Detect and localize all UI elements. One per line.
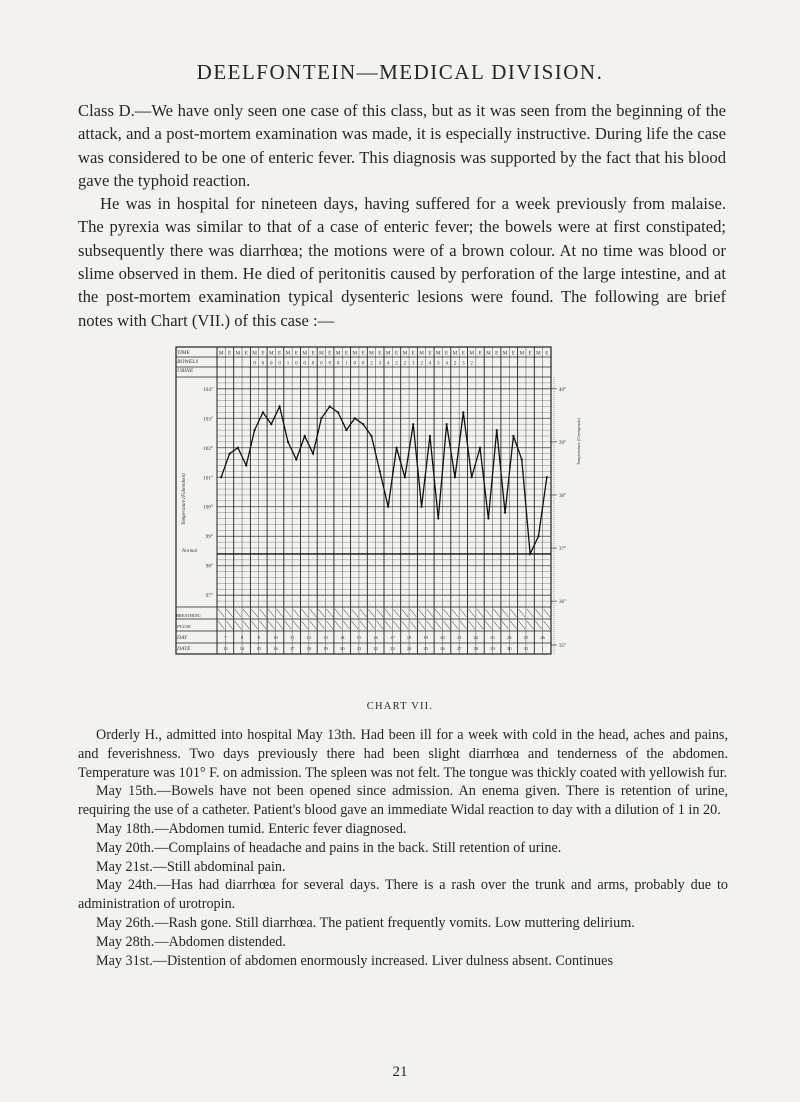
temperature-point	[279, 405, 281, 407]
date-number: 21	[356, 646, 362, 651]
pulse-mark	[527, 621, 533, 629]
centigrade-axis-title: Temperature (Centigrade)	[576, 417, 581, 465]
pulse-mark	[276, 621, 282, 629]
intro-paragraph: Class D.—We have only seen one case of this class, but as it was seen from the beginning of the attack, and a post-mortem examination was made, it is especially instructive. During life the case was considered to be one of enteric fever. This diagnosis was supported by the fact that his blood gave the typhoid reaction.	[78, 101, 726, 190]
pulse-mark	[502, 621, 508, 629]
bowels-value: 0	[261, 361, 265, 367]
bowels-value: 4	[445, 361, 448, 367]
time-row-label: M	[486, 350, 491, 357]
pulse-mark	[310, 621, 316, 629]
date-number: 22	[373, 646, 378, 651]
bowels-value: 1	[345, 361, 348, 367]
page-number: 21	[392, 1064, 408, 1080]
fahrenheit-tick: 98°	[205, 563, 213, 570]
time-row-label: E	[495, 350, 499, 357]
temperature-point	[270, 423, 272, 425]
centigrade-tick: 40°	[559, 387, 566, 393]
day-number: 9	[257, 635, 260, 640]
temperature-point	[496, 429, 498, 431]
date-number: 18	[306, 646, 312, 651]
fahrenheit-tick: 100°	[203, 504, 213, 511]
day-number: 23	[490, 635, 495, 640]
day-number: 12	[306, 635, 312, 640]
centigrade-tick: 38°	[559, 493, 566, 499]
temperature-point	[446, 423, 448, 425]
temperature-point	[454, 476, 456, 478]
temperature-point	[287, 441, 289, 443]
breathing-mark	[418, 609, 424, 617]
temperature-point	[412, 423, 414, 425]
breathing-mark	[544, 609, 550, 617]
breathing-mark	[285, 609, 291, 617]
temperature-point	[379, 470, 381, 472]
day-number: 24	[506, 635, 512, 640]
row-label-time: TIME	[177, 350, 190, 356]
note-paragraph: May 15th.—Bowels have not been opened since admission. An enema given. There is retention of urine, requiring the use of a catheter. Patient's blood gave an immediate Widal reaction to day with a dilution of 1 in 20.	[78, 783, 728, 819]
pulse-mark	[293, 621, 299, 629]
bowels-value: 2	[395, 361, 398, 367]
breathing-mark	[226, 609, 232, 617]
pulse-mark	[410, 621, 416, 629]
pulse-mark	[327, 621, 333, 629]
date-number: 28	[473, 646, 479, 651]
temperature-point	[228, 453, 230, 455]
day-number: 10	[273, 635, 278, 640]
time-row-label: E	[261, 350, 265, 357]
breathing-mark	[385, 609, 391, 617]
temperature-point	[237, 447, 239, 449]
normal-label: Normal	[182, 549, 198, 554]
breathing-mark	[435, 609, 441, 617]
bowels-value: 3	[462, 361, 465, 367]
temperature-point	[462, 411, 464, 413]
bowels-value: 2	[470, 361, 473, 367]
breathing-mark	[377, 609, 383, 617]
breathing-mark	[243, 609, 249, 617]
temperature-point	[521, 458, 523, 460]
time-row-label: M	[252, 350, 257, 357]
temperature-point	[479, 447, 481, 449]
temperature-point	[329, 405, 331, 407]
day-number: 8	[240, 635, 244, 640]
temperature-point	[537, 535, 539, 537]
pulse-mark	[418, 621, 424, 629]
chart-frame	[176, 347, 551, 654]
breathing-mark	[343, 609, 349, 617]
breathing-mark	[302, 609, 308, 617]
date-number: 25	[423, 646, 429, 651]
temperature-point	[420, 506, 422, 508]
temperature-point	[471, 476, 473, 478]
time-row-label: E	[445, 350, 449, 357]
temperature-point	[245, 464, 247, 466]
fahrenheit-tick: 99°	[205, 534, 213, 541]
row-label-day: DAY	[177, 635, 188, 641]
time-row-label: E	[344, 350, 349, 357]
pulse-mark	[510, 621, 516, 629]
bowels-value: 0	[353, 361, 357, 367]
day-number: 25	[523, 635, 529, 640]
time-row-label: E	[528, 350, 532, 357]
time-row-label: E	[478, 350, 482, 357]
pulse-mark	[335, 621, 341, 629]
case-notes	[78, 726, 728, 970]
fahrenheit-tick: 102°	[203, 445, 213, 452]
pulse-mark	[452, 621, 458, 629]
pulse-mark	[243, 621, 249, 629]
breathing-mark	[368, 609, 374, 617]
date-number: 16	[273, 646, 278, 651]
bowels-value: 4	[428, 361, 432, 367]
temperature-point	[320, 417, 322, 419]
note-paragraph: May 26th.—Rash gone. Still diarrhœa. The patient frequently vomits. Low muttering delirium.	[96, 914, 635, 931]
chart-caption: CHART VII.	[366, 701, 434, 712]
time-row-label: E	[294, 350, 298, 357]
day-number: 16	[373, 635, 378, 640]
bowels-value: 0	[303, 361, 306, 367]
time-row-label: E	[244, 350, 248, 357]
day-number: 18	[406, 635, 412, 640]
intro-text	[78, 99, 726, 332]
time-row-label: E	[311, 350, 315, 357]
time-row-label: M	[285, 350, 291, 357]
breathing-mark	[251, 609, 257, 617]
time-row-label: M	[469, 350, 474, 357]
breathing-mark	[494, 609, 500, 617]
pulse-mark	[427, 621, 433, 629]
breathing-mark	[260, 609, 266, 617]
breathing-mark	[276, 609, 282, 617]
temperature-point	[512, 435, 514, 437]
breathing-mark	[469, 609, 475, 617]
pulse-mark	[260, 621, 266, 629]
temperature-point	[387, 506, 389, 508]
breathing-mark	[452, 609, 458, 617]
pulse-mark	[218, 621, 224, 629]
temperature-point	[370, 435, 372, 437]
time-row-label: E	[361, 350, 365, 357]
bowels-value: 2	[370, 361, 373, 367]
pulse-mark	[368, 621, 374, 629]
date-number: 15	[256, 646, 262, 651]
day-number: 13	[323, 635, 328, 640]
time-row-label: E	[227, 350, 232, 357]
pulse-mark	[360, 621, 366, 629]
day-number: 20	[440, 635, 445, 640]
pulse-mark	[268, 621, 274, 629]
bowels-value: 2	[403, 361, 407, 367]
bowels-value: 0	[270, 361, 273, 367]
bowels-value: 2	[420, 361, 423, 367]
temperature-point	[337, 411, 339, 413]
time-row-label: M	[435, 350, 441, 357]
temperature-point	[253, 429, 255, 431]
breathing-mark	[535, 609, 541, 617]
time-row-label: M	[352, 350, 358, 357]
time-row-label: E	[428, 350, 432, 357]
temperature-point	[262, 411, 264, 413]
row-label-bowels: BOWELS	[177, 359, 199, 365]
bowels-value: 0	[328, 361, 331, 367]
pulse-mark	[477, 621, 483, 629]
note-paragraph: May 18th.—Abdomen tumid. Enteric fever diagnosed.	[96, 820, 407, 837]
pulse-mark	[302, 621, 308, 629]
time-row-label: M	[218, 350, 224, 357]
time-row-label: E	[511, 350, 516, 357]
date-number: 19	[323, 646, 328, 651]
temperature-point	[312, 453, 314, 455]
time-row-label: M	[302, 350, 307, 357]
pulse-mark	[519, 621, 525, 629]
time-row-label: M	[235, 350, 241, 357]
temperature-point	[429, 435, 431, 437]
temperature-point	[529, 553, 531, 555]
day-number: 26	[540, 635, 545, 640]
fahrenheit-tick: 104°	[203, 386, 213, 393]
pulse-mark	[285, 621, 291, 629]
pulse-mark	[435, 621, 441, 629]
breathing-mark	[352, 609, 358, 617]
bowels-value: 0	[361, 361, 365, 367]
time-row-label: E	[411, 350, 415, 357]
date-number: 13	[223, 646, 228, 651]
date-number: 26	[440, 646, 445, 651]
temperature-point	[504, 512, 506, 514]
bowels-value: 1	[286, 361, 290, 367]
fahrenheit-tick: 101°	[203, 475, 213, 482]
day-number: 22	[473, 635, 479, 640]
bowels-value: 0	[253, 361, 256, 367]
temperature-point	[546, 476, 548, 478]
day-number: 21	[456, 635, 462, 640]
note-paragraph: May 28th.—Abdomen distended.	[96, 933, 286, 950]
row-label-urine: URINE	[177, 368, 194, 374]
pulse-mark	[377, 621, 383, 629]
breathing-mark	[268, 609, 274, 617]
pulse-mark	[460, 621, 466, 629]
centigrade-tick: 36°	[559, 600, 566, 606]
bowels-value: 3	[437, 361, 440, 367]
fahrenheit-tick: 103°	[203, 416, 213, 423]
breathing-mark	[318, 609, 324, 617]
breathing-mark	[335, 609, 341, 617]
time-row-label: E	[328, 350, 332, 357]
bowels-value: 2	[453, 361, 457, 367]
day-number: 14	[339, 635, 345, 640]
fahrenheit-axis-title: Temperature (Fahrenheit)	[182, 473, 187, 525]
pulse-mark	[251, 621, 257, 629]
bowels-value: 3	[411, 361, 415, 367]
time-row-label: E	[378, 350, 382, 357]
temperature-point	[395, 447, 397, 449]
date-number: 27	[456, 646, 462, 651]
breathing-mark	[235, 609, 241, 617]
note-paragraph: Orderly H., admitted into hospital May 13th. Had been ill for a week with cold in the head, aches and pains, and feverishness. Two days previously there had been slight diarrhœa and tenderness of the abdomen. Temperature was 101° F. on admission. The spleen was not felt. The tongue was thickly coated with yellowish fur.	[78, 727, 728, 781]
breathing-mark	[218, 609, 224, 617]
breathing-mark	[443, 609, 449, 617]
breathing-mark	[510, 609, 516, 617]
pulse-mark	[385, 621, 391, 629]
time-row-label: M	[452, 350, 458, 357]
temperature-point	[404, 476, 406, 478]
note-paragraph: May 31st.—Distention of abdomen enormously increased. Liver dulness absent. Continues	[96, 952, 613, 969]
date-number: 14	[239, 646, 245, 651]
note-paragraph: May 21st.—Still abdominal pain.	[96, 858, 286, 875]
centigrade-tick: 37°	[559, 547, 566, 553]
time-row-label: M	[419, 350, 424, 357]
bowels-value: 3	[378, 361, 382, 367]
time-row-label: M	[268, 350, 274, 357]
row-label-breathing: BREATHING	[176, 613, 201, 618]
pulse-mark	[544, 621, 550, 629]
date-number: 24	[406, 646, 412, 651]
time-row-label: E	[278, 350, 282, 357]
intro-paragraph: He was in hospital for nineteen days, having suffered for a week previously from malaise. The pyrexia was similar to that of a case of enteric fever; the bowels were at first constipated; subsequently there was diarrhœa; the motions were of a brown colour. At no time was blood or slime observed in them. He died of peritonitis caused by perforation of the large intestine, and at the post-mortem examination typical dysenteric lesions were found. The following are brief notes with Chart (VII.) of this case :—	[78, 194, 726, 330]
fahrenheit-tick: 97°	[205, 593, 213, 600]
pulse-mark	[485, 621, 491, 629]
date-number: 17	[289, 646, 295, 651]
breathing-mark	[502, 609, 508, 617]
breathing-mark	[360, 609, 366, 617]
date-number: 30	[506, 646, 512, 651]
temperature-point	[304, 435, 306, 437]
pulse-mark	[318, 621, 324, 629]
day-number: 7	[224, 635, 227, 640]
date-number: 1	[541, 646, 544, 651]
temperature-point	[220, 476, 222, 478]
pulse-mark	[393, 621, 399, 629]
breathing-mark	[410, 609, 416, 617]
pulse-mark	[235, 621, 241, 629]
bowels-value: 0	[320, 361, 323, 367]
temperature-point	[295, 458, 297, 460]
pulse-mark	[402, 621, 408, 629]
note-paragraph: May 24th.—Has had diarrhœa for several days. There is a rash over the trunk and arms, probably due to administration of urotropin.	[78, 877, 728, 913]
pulse-mark	[443, 621, 449, 629]
centigrade-tick: 35°	[559, 644, 566, 649]
time-row-label: E	[545, 350, 549, 357]
temperature-point	[437, 517, 439, 519]
time-row-label: M	[536, 350, 541, 357]
pulse-mark	[494, 621, 500, 629]
bowels-value: 4	[386, 361, 390, 367]
temperature-point	[487, 517, 489, 519]
day-number: 19	[423, 635, 429, 640]
breathing-mark	[310, 609, 316, 617]
temperature-point	[345, 429, 347, 431]
date-number: 23	[390, 646, 395, 651]
pulse-mark	[352, 621, 358, 629]
time-row-label: E	[461, 350, 465, 357]
row-label-date: DATE	[177, 646, 191, 652]
breathing-mark	[519, 609, 525, 617]
breathing-mark	[293, 609, 299, 617]
pulse-mark	[226, 621, 232, 629]
date-number: 29	[490, 646, 495, 651]
time-row-label: M	[335, 350, 341, 357]
time-row-label: M	[402, 350, 408, 357]
bowels-value: 0	[336, 361, 340, 367]
temperature-chart	[175, 345, 595, 675]
bowels-value: 0	[311, 361, 315, 367]
temperature-point	[362, 423, 364, 425]
time-row-label: M	[502, 350, 508, 357]
bowels-value: 0	[278, 361, 281, 367]
breathing-mark	[327, 609, 333, 617]
breathing-mark	[460, 609, 466, 617]
page-heading: DEELFONTEIN—MEDICAL DIVISION.	[196, 60, 604, 84]
breathing-mark	[393, 609, 399, 617]
temperature-point	[354, 417, 356, 419]
breathing-mark	[477, 609, 483, 617]
day-number: 11	[289, 635, 295, 640]
breathing-mark	[485, 609, 491, 617]
time-row-label: M	[319, 350, 324, 357]
pulse-mark	[535, 621, 541, 629]
date-number: 20	[339, 646, 345, 651]
note-paragraph: May 20th.—Complains of headache and pains in the back. Still retention of urine.	[96, 839, 562, 856]
date-number: 31	[523, 646, 529, 651]
breathing-mark	[527, 609, 533, 617]
pulse-mark	[343, 621, 349, 629]
day-number: 15	[356, 635, 362, 640]
time-row-label: M	[385, 350, 391, 357]
breathing-mark	[427, 609, 433, 617]
row-label-pulse: PULSE	[177, 624, 191, 629]
pulse-mark	[469, 621, 475, 629]
temperature-chart-svg	[175, 345, 595, 675]
time-row-label: M	[519, 350, 525, 357]
bowels-value: 0	[295, 361, 298, 367]
time-row-label: E	[394, 350, 399, 357]
time-row-label: M	[369, 350, 374, 357]
centigrade-tick: 39°	[559, 440, 566, 446]
breathing-mark	[402, 609, 408, 617]
day-number: 17	[390, 635, 395, 640]
